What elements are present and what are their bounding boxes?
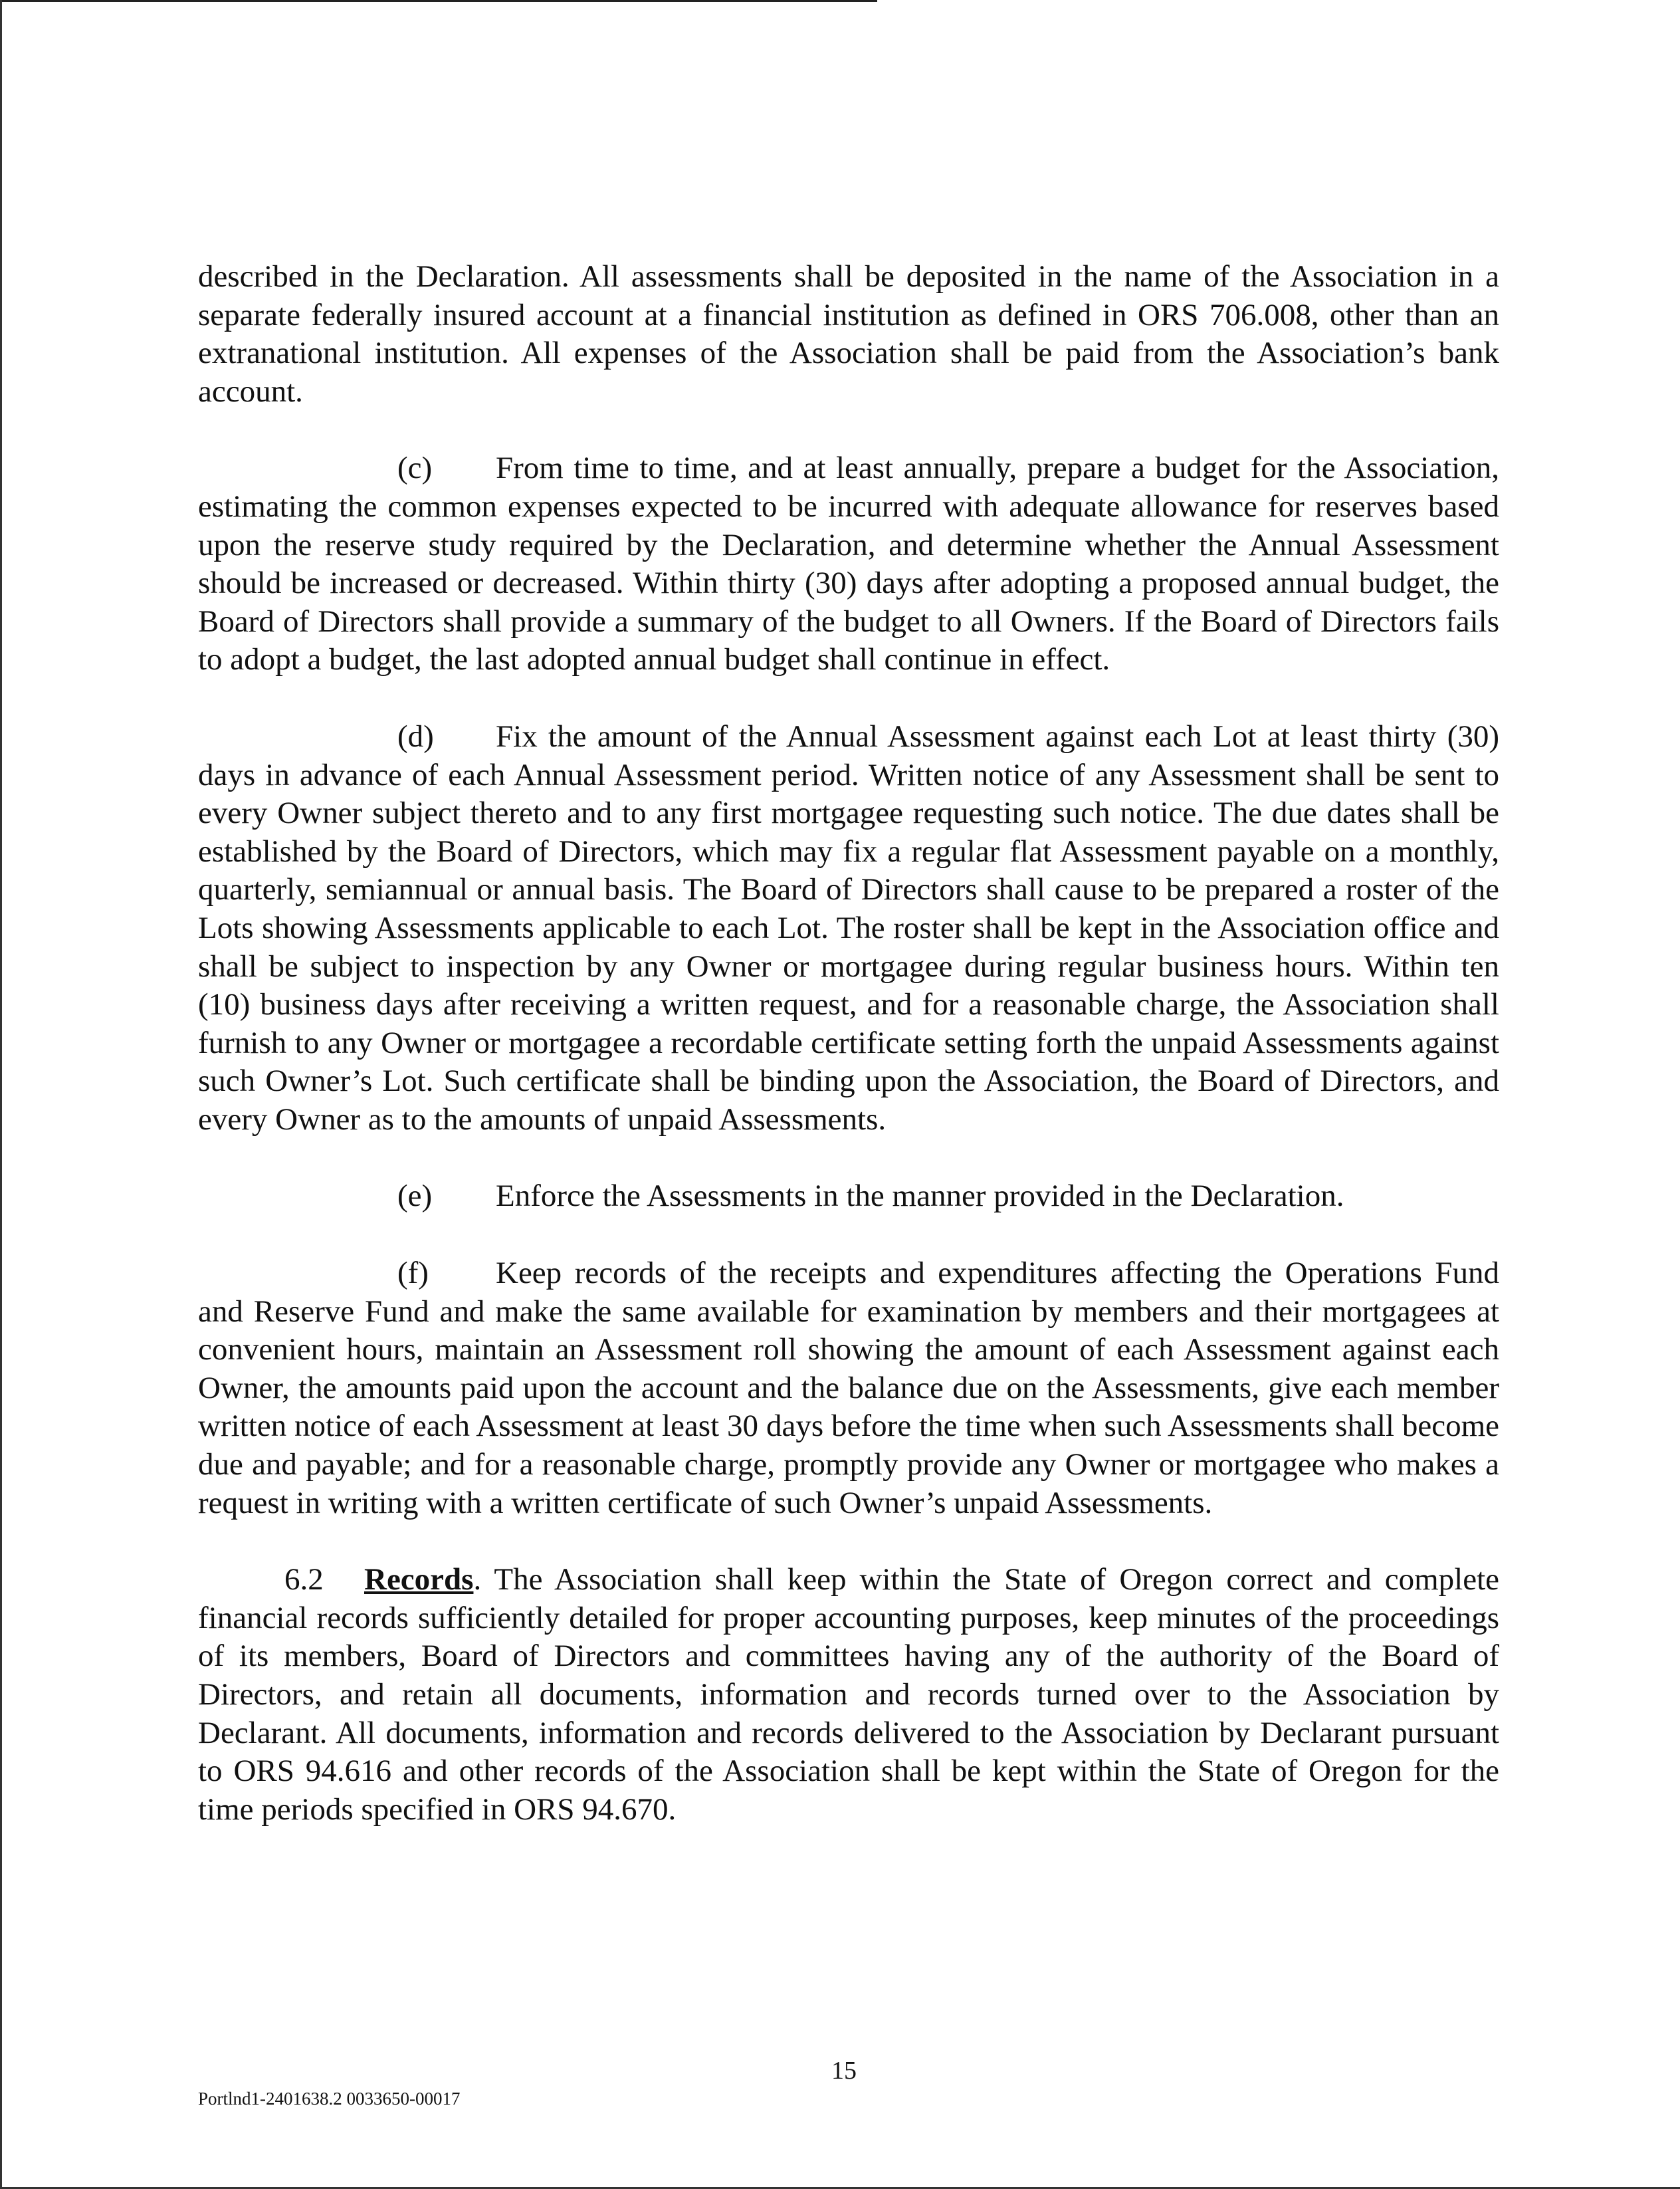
paragraph-intro: described in the Declaration. All assessments shall be deposited in the name of the Association in a separate federally insured account at a financial institution as defined in ORS 706.008, other than an extranational institution. All expenses of the Association shall be paid from the Association’s bank account. (198, 259, 1499, 409)
section-6-2-number: 6.2 (284, 1562, 324, 1597)
paragraph-d-label: (d) (397, 719, 434, 754)
paragraph-e-text: Enforce the Assessments in the manner provided in the Declaration. (496, 1179, 1344, 1214)
page-number: 15 (831, 2057, 857, 2085)
document-id: Portlnd1-2401638.2 0033650-00017 (198, 2089, 461, 2109)
section-6-2 (198, 1561, 1499, 1829)
paragraph-c (198, 449, 1499, 679)
section-6-2-heading: Records (364, 1562, 474, 1597)
paragraph-d-text: Fix the amount of the Annual Assessment against each Lot at least thirty (30) days in advance of each Annual Assessment period. Written notice of any Assessment shall be sent to every Owner subject thereto and to any first mortgagee requesting such notice. The due dates shall be established by the Board of Directors, which may fix a regular flat Assessment payable on a monthly, quarterly, semiannual or annual basis. The Board of Directors shall cause to be prepared a roster of the Lots showing Assessments applicable to each Lot. The roster shall be kept in the Association office and shall be subject to inspection by any Owner or mortgagee during regular business hours. Within ten (10) business days after receiving a written request, and for a reasonable charge, the Association shall furnish to any Owner or mortgagee a recordable certificate setting forth the unpaid Assessments against such Owner’s Lot. Such certificate shall be binding upon the Association, the Board of Directors, and every Owner as to the amounts of unpaid Assessments. (198, 719, 1499, 1137)
paragraph-e (198, 1177, 1499, 1216)
paragraph-f (198, 1254, 1499, 1522)
paragraph-d (198, 718, 1499, 1139)
paragraph-f-label: (f) (397, 1256, 429, 1291)
document-body (198, 258, 1499, 1867)
scan-left-edge (0, 0, 2, 2189)
scan-top-edge (0, 0, 877, 2)
paragraph-c-label: (c) (397, 451, 433, 486)
paragraph-e-label: (e) (397, 1179, 433, 1214)
paragraph-c-text: From time to time, and at least annually, prepare a budget for the Association, estimating the common expenses expected to be incurred with adequate allowance for reserves based upon the reserve study required by the Declaration, and determine whether the Annual Assessment should be increased or decreased. Within thirty (30) days after adopting a proposed annual budget, the Board of Directors shall provide a summary of the budget to all Owners. If the Board of Directors fails to adopt a budget, the last adopted annual budget shall continue in effect. (198, 451, 1499, 677)
paragraph-f-text: Keep records of the receipts and expenditures affecting the Operations Fund and Reserve Fund and make the same available for examination by members and their mortgagees at convenient hours, maintain an Assessment roll showing the amount of each Assessment against each Owner, the amounts paid upon the account and the balance due on the Assessments, give each member written notice of each Assessment at least 30 days before the time when such Assessments shall become due and payable; and for a reasonable charge, promptly provide any Owner or mortgagee who makes a request in writing with a written certificate of such Owner’s unpaid Assessments. (198, 1256, 1499, 1520)
section-6-2-text: . The Association shall keep within the State of Oregon correct and complete financial records sufficiently detailed for proper accounting purposes, keep minutes of the proceedings of its members, Board of Directors and committees having any of the authority of the Board of Directors, and retain all documents, information and records turned over to the Association by Declarant. All documents, information and records delivered to the Association by Declarant pursuant to ORS 94.616 and other records of the Association shall be kept within the State of Oregon for the time periods specified in ORS 94.670. (198, 1562, 1499, 1827)
